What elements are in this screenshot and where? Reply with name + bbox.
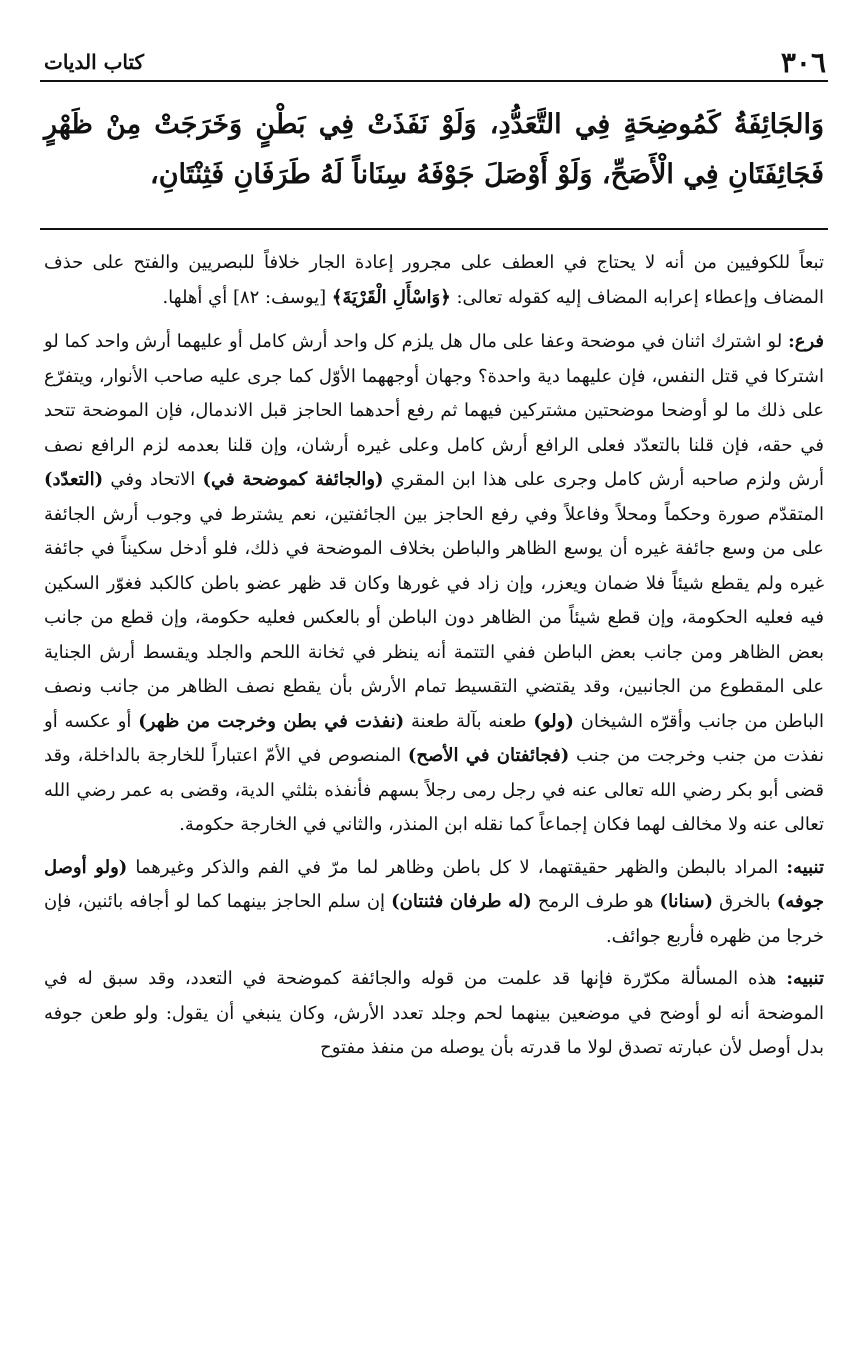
matn-quote: (له طرفان فثنتان) bbox=[391, 891, 532, 912]
matn-quote: (التعدّد) bbox=[44, 469, 104, 490]
matn-quote: (ولو) bbox=[533, 710, 574, 732]
tanbih-heading: تنبيه: bbox=[786, 968, 824, 989]
commentary-text: الاتحاد وفي bbox=[103, 469, 203, 490]
commentary-text: بالخرق bbox=[713, 891, 777, 912]
commentary-paragraph bbox=[44, 851, 824, 955]
matn-quote: (ولو أوصل جوفه) bbox=[44, 856, 824, 912]
commentary-text: المراد بالبطن والظهر حقيقتهما، لا كل باطن وظاهر لما مرّ في الفم والذكر وغيرهما bbox=[127, 856, 787, 878]
commentary-text: المنصوص في الأمّ اعتباراً للخارجة بالداخلة، وقد قضى أبو بكر رضي الله تعالى عنه في رجل رمى رجلاً بسهم فأنفذه بثلثي الدية، وقضى به عمر رضي الله تعالى عنه ولا مخالف لهما فكان إجماعاً كما نقله ابن المنذر، والثاني في الخارجة حكومة. bbox=[44, 745, 824, 835]
commentary-paragraph bbox=[44, 246, 824, 315]
page-number: ٣٠٦ bbox=[780, 46, 826, 79]
commentary-paragraph bbox=[44, 325, 824, 843]
commentary-text: تبعاً للكوفيين من أنه لا يحتاج في العطف على مجرور إعادة الجار خلافاً للبصريين والفتح على حذف المضاف وإعطاء إعرابه المضاف إليه كقوله تعالى: bbox=[44, 252, 824, 308]
tanbih-heading: تنبيه: bbox=[786, 856, 824, 878]
commentary-text: إن سلم الحاجز بينهما كما لو أجافه بائنين، فإن خرجا من ظهره فأربع جوائف. bbox=[44, 891, 824, 947]
running-header bbox=[40, 40, 828, 82]
commentary-paragraph bbox=[44, 962, 824, 1066]
matn-quote: (سنانا) bbox=[659, 891, 714, 912]
matn-quote: (فجائفتان في الأصح) bbox=[407, 745, 570, 766]
main-text-matn: وَالجَائِفَةُ كَمُوضِحَةٍ فِي التَّعَدُّدِ، وَلَوْ نَفَذَتْ فِي بَطْنٍ وَخَرَجَتْ مِنْ ظَهْرٍ فَجَائِفَتَانِ فِي الْأَصَحِّ، وَلَوْ أَوْصَلَ جَوْفَهُ سِنَاناً لَهُ طَرَفَانِ فَثِنْتَانِ، bbox=[44, 109, 824, 190]
commentary-text: طعنه بآلة طعنة bbox=[404, 710, 534, 732]
book-title: كتاب الديات bbox=[44, 50, 145, 74]
matn-quote: (نفذت في بطن وخرجت من ظهر) bbox=[138, 710, 405, 732]
commentary-text: هذه المسألة مكرّرة فإنها قد علمت من قوله والجائفة كموضحة في التعدد، وقد سبق له في الموضحة أنه لو أوضح في موضعين بينهما لحم وجلد تعدد الأرش، وكان ينبغي أن يقول: ولو طعن جوفه بدل أوصل لأن عبارته تصدق لولا ما قدرته بأن يوصله من منفذ مفتوح bbox=[44, 968, 824, 1058]
commentary-text: هو طرف الرمح bbox=[531, 891, 660, 912]
commentary-text: لو اشترك اثنان في موضحة وعفا على مال هل يلزم كل واحد أرش كامل أو عليهما أرش واحد كما لو اشتركا في قتل النفس، فإن عليهما دية واحدة؟ وجهان أوجههما الأوّل كما جرى عليه صاحب الأنوار، ويتفرّع على ذلك ما لو أوضحا موضحتين مشتركين فيهما ثم رفع أحدهما الحاجز قبل الاندمال، فإن الموضحة تتحد في حقه، فإن قلنا بالتعدّد فعلى الرافع أرش كامل وعلى غيره أرشان، وإن قلنا بعدمه لزم الرافع نصف أرش ولزم صاحبه أرش كامل وجرى على هذا ابن المقري bbox=[44, 331, 824, 490]
matn-quote: (والجائفة كموضحة في) bbox=[202, 469, 384, 490]
quran-quote: ﴿وَاسْأَلِ الْقَرْيَةَ﴾ bbox=[331, 286, 451, 308]
commentary-text: [يوسف: ٨٢] أي أهلها. bbox=[162, 286, 332, 308]
commentary-text: أو عكسه أو نفذت من جنب وخرجت من جنب bbox=[44, 710, 824, 766]
commentary-text: المتقدّم صورة وحكماً ومحلاً وفاعلاً وفي رفع الحاجز بين الجائفتين، نعم يشترط في وجوب أرش الجائفة على من وسع جائفة غيره أن يوسع الظاهر والباطن بخلاف الموضحة في ذلك، فلو أدخل سكيناً في جائفة غيره ولم يقطع شيئاً فلا ضمان ويعزر، وإن زاد في غورها وكان قد ظهر عضو باطن كالكبد فغوّر السكين فيه فعليه الحكومة، وإن قطع شيئاً من الظاهر دون الباطن أو بالعكس فعليه حكومة، وإن قطع من جانب بعض الظاهر ومن جانب بعض الباطن ففي التتمة أنه ينظر في ثخانة اللحم والجلد ويقسط أرش الجناية على المقطوع من الجانبين، وقد يقتضي التقسيط تمام الأرش بأن يقطع نصف الظاهر من جانب ونصف الباطن من جانب وأقرّه الشيخان bbox=[44, 503, 824, 732]
commentary bbox=[44, 246, 824, 1072]
separator-rule bbox=[40, 228, 828, 230]
far-heading: فرع: bbox=[788, 331, 824, 352]
